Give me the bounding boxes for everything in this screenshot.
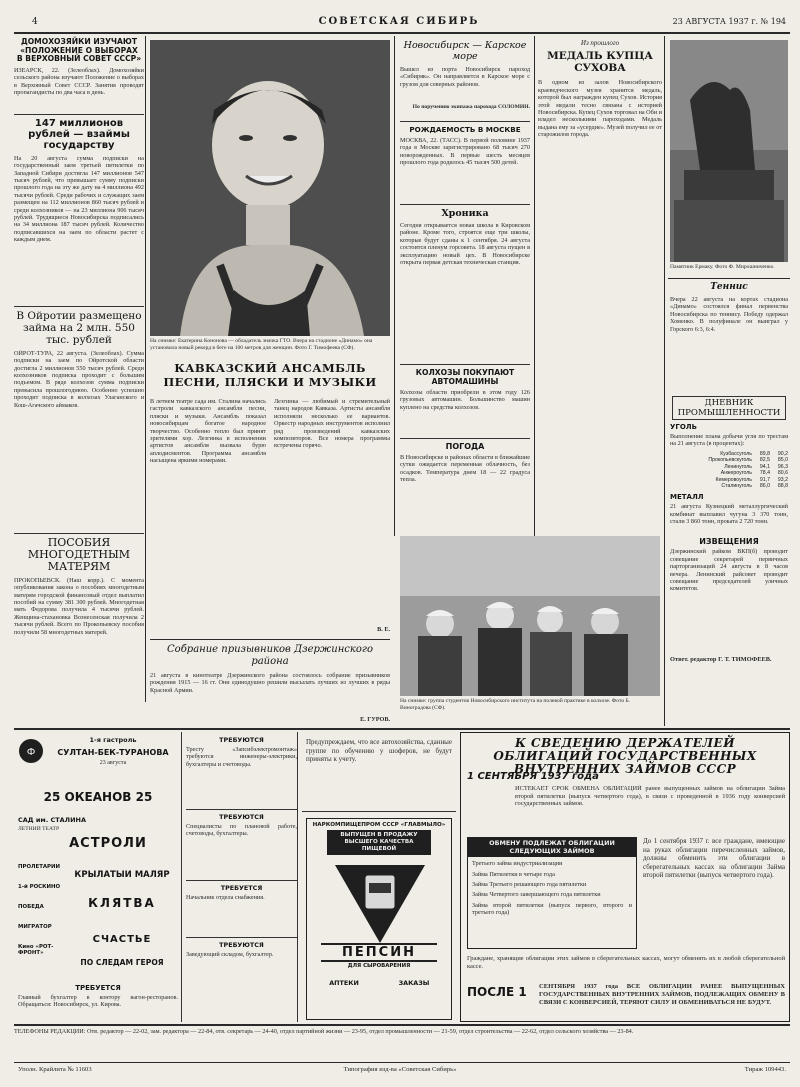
headline-dnevnik: ДНЕВНИК ПРОМЫШЛЕННОСТИ: [672, 396, 786, 420]
article-kavkaz-a: В летнем театре сада им. Сталина начались гастроли кавказского ансамбля песни, пляски и музыки. Ансамбль показал новосибирцам богатое народное творчество. Особенно тепло был принят зрителями хор. Лезгинка в исполнении артистов ансамбля вызвала бурю аплодисментов. Программа ансамбля насыщена яркими номерами.: [150, 398, 266, 465]
article-hronika: Сегодня открывается новая школа в Кировском районе. Кроме того, строятся еще три школы, которые будут сданы к 1 сентября. 24 августа состоится пленум горсовета. 18 августа пущен в эксплуатацию новый цех. В Новосибирске открыта первая детская техническая станция.: [400, 222, 530, 267]
classified-d-title: ТРЕБУЮТСЯ: [219, 941, 264, 949]
subheadline-ugol: УГОЛЬ: [670, 423, 697, 431]
monument-photo: [670, 40, 788, 262]
coal-cell-name: Сталинуголь: [721, 483, 752, 490]
coal-cell-name: Прокопьевскуголь: [708, 457, 752, 464]
kicker-iz-proshlogo: Из прошлого: [580, 39, 620, 47]
footer-left: Уполн. Крайлита № 11603: [18, 1066, 92, 1073]
monument-caption: Памятник Ермаку. Фото Ф. Мирошниченко.: [670, 264, 775, 270]
ad-date-1: 23 августа: [99, 760, 127, 766]
coal-table: [670, 451, 788, 489]
ad-classifieds: [186, 732, 298, 1022]
article-kavkaz-b: Лезгинка — любимый и стремительный танец народов Кавказа. Артисты ансамбля исполняли несколько ее вариантов. Оркестр народных инструментов исполнил ряд произведений кавказских композиторов. Все номера программы встречены горячо.: [274, 398, 390, 450]
article-izvescheniya: Дзержинский райком ВКП(б) проводит совещание секретарей первичных парторганизаций 24 августа в 8 часов вечера. Ленинский райсовет проводит совещание председателей уличных комитетов.: [670, 548, 788, 593]
column-5: [670, 280, 788, 728]
portrait-photo: [150, 40, 390, 336]
classified-a-title: ТРЕБУЮТСЯ: [219, 736, 264, 744]
classified-d-text: Заведующий складом, бухгалтер.: [186, 951, 274, 958]
article-karskoe: Вышел из порта Новосибирск пароход «Сибиряк». Он направляется в Карское море с грузом для северных районов.: [400, 66, 530, 88]
glavmylo-zakazy: ЗАКАЗЫ: [398, 979, 430, 987]
article-kolkhozy: Колхозы области приобрели в этом году 126 грузовых автомашин. Большинство машин куплено на средства колхозов.: [400, 389, 530, 411]
headline-hronika: Хроника: [441, 208, 489, 219]
coal-cell-b: 85,0: [777, 457, 788, 464]
ad-trebuetsya-text: Главный бухгалтер в контору вагон-ресторанов. Обращаться: Новосибирск, ул. Кирова.: [18, 994, 178, 1009]
monument-illustration: [670, 40, 788, 262]
ad-first-tour: 1-я гастроль: [89, 736, 137, 744]
ad-warning: [302, 732, 456, 812]
headline-posobia: ПОСОБИЯ МНОГОДЕТНЫМ МАТЕРЯМ: [27, 535, 131, 573]
coal-cell-b: 90,2: [777, 451, 788, 457]
ad-trebuetsya: ТРЕБУЕТСЯ: [75, 984, 121, 992]
headline-izvescheniya: ИЗВЕЩЕНИЯ: [699, 537, 759, 547]
article-pogoda: В Новосибирске и районах области в ближайшие сутки ожидается переменная облачность, без осадков. Температура днем 18 — 22 градуса тепла.: [400, 454, 530, 484]
coal-cell-name: Анжероуголь: [720, 470, 752, 477]
loan-item: Займа второй пятилетки (выпуск первого, второго и третьего года): [472, 901, 632, 917]
cinema-2: 1-й РОСКИНО: [18, 884, 61, 890]
headline-domohozyaiki: ДОМОХОЗЯЙКИ ИЗУЧАЮТ «ПОЛОЖЕНИЕ О ВЫБОРАХ В ВЕРХОВНЫЙ СОВЕТ СССР»: [16, 37, 142, 64]
coal-cell-b: 88,8: [777, 483, 788, 490]
coal-table-row: [670, 483, 788, 489]
sobranie-signature: Е. ГУРОВ.: [360, 716, 390, 723]
masthead-rule: [14, 32, 790, 34]
loan-item: Займа Пятилетки в четыре года: [472, 870, 555, 878]
coal-cell-a: 94,1: [759, 463, 770, 470]
bonds-notice: Граждане, хранящие облигации этих займов в сберегательных кассах, могут обменять их в любой сберегательной кассе.: [467, 955, 785, 970]
ad-letniy-teatr: ЛЕТНИЙ ТЕАТР: [18, 826, 60, 832]
bonds-date-block: [463, 771, 789, 833]
article-metall: 21 августа Кузнецкий металлургический комбинат выплавил чугуна 3 370 тонн, стали 3 860 тонн, проката 2 720 тонн.: [670, 503, 788, 526]
masthead: [14, 14, 790, 32]
date-issue: 23 АВГУСТА 1937 г. № 194: [672, 17, 786, 26]
headline-medal: МЕДАЛЬ КУПЦА СУХОВА: [547, 50, 653, 75]
coal-cell-a: 89,8: [759, 451, 770, 457]
ad-sad-stalina: САД им. СТАЛИНА: [18, 816, 86, 824]
article-147-million: На 20 августа сумма подписки на государственный заем третьей пятилетки по Западной Сибири достигла 147 миллионов 547 тысяч рублей, что превышает сумму подписки прошлого года на эту же дату на 4 миллиона 492 тысячи рублей. Среди рабочих и служащих заем размещен на 112 миллионов 860 тысяч рублей и среди колхозников — на 23 миллиона 906 тысяч рублей. Трудящиеся Новосибирска подписались на 34 миллиона 187 тысяч рублей. Количество подписавшихся на заем по области растет с каждым днем.: [14, 154, 144, 244]
article-tennis: Вчера 22 августа на кортах стадиона «Динамо» состоялся финал первенства Новосибирска по теннису. Победу одержал Хоменко. В полуфинале он выиграл у Горского 6:3, 6:4.: [670, 296, 788, 333]
cinema-1: ПРОЛЕТАРИЙ: [18, 864, 61, 870]
bonds-right-text: До 1 сентября 1937 г. все граждане, имеющие на руках облигации перечисленных займов, должны обменить эти облигации в сберегательных кассах на облигации Займа второй пятилетки (выпуск четвертого года).: [643, 837, 785, 880]
cinema-list: [18, 864, 62, 974]
loan-item: Третьего займа индустриализации: [472, 860, 563, 868]
bonds-header: К СВЕДЕНИЮ ДЕРЖАТЕЛЕЙ ОБЛИГАЦИЙ ГОСУДАРСТВЕННЫХ ВНУТРЕННИХ ЗАЙМОВ СССР: [493, 736, 757, 776]
column-4: [538, 36, 662, 536]
coal-cell-name: Кузбассуголь: [720, 451, 752, 457]
headline-metall: МЕТАЛЛ: [670, 493, 704, 502]
glavmylo-title: НАРКОМПИЩЕПРОМ СССР «ГЛАВМЫЛО»: [312, 822, 446, 828]
ad-theatre: [14, 732, 182, 1022]
pepsin-package-icon: [335, 865, 425, 945]
bonds-date: 1 СЕНТЯБРЯ 1937 года: [467, 771, 599, 782]
bonds-after-label: ПОСЛЕ 1: [467, 985, 527, 999]
article-sobranie: 21 августа в кинотеатре Дзержинского района состоялось собрание призывников рождения 1915 — 16 гг. Они единодушно решили высылать лучших из лучших в ряды Красной Армии.: [150, 672, 390, 694]
coal-cell-b: 93,2: [777, 476, 788, 483]
karskoe-signature: По поручению экипажа парохода СОЛОМИН.: [412, 104, 530, 110]
headline-pogoda: ПОГОДА: [445, 442, 485, 451]
article-ugol: Выполнение плана добычи угля по трестам на 21 августа (в процентах):: [670, 433, 788, 448]
coal-cell-b: 80,6: [777, 470, 788, 477]
students-photo: [400, 536, 660, 696]
ad-klyatva: КЛЯТВА: [88, 896, 156, 910]
headline-oirotia: В Ойротии размещено займа на 2 млн. 550 тыс. рублей: [16, 309, 142, 346]
ads-rule: [14, 728, 790, 730]
classified-c-title: ТРЕБУЕТСЯ: [220, 884, 263, 892]
bonds-loan-list: [468, 857, 636, 919]
bonds-loans-box: [467, 837, 637, 949]
ad-bonds: [460, 732, 790, 1022]
coal-cell-b: 96,3: [777, 463, 788, 470]
editor-credit: Ответ. редактор Г. Т. ТИМОФЕЕВ.: [670, 656, 772, 664]
warning-text: Предупреждаем, что все автохозяйства, сданные группе по обучению у шоферов, не будут приняты к учету.: [306, 738, 452, 764]
pepsin-sub: ДЛЯ СЫРОВАРЕНИЯ: [347, 963, 411, 969]
headline-kavkaz: КАВКАЗСКИЙ АНСАМБЛЬ ПЕСНИ, ПЛЯСКИ И МУЗЫКИ: [163, 362, 377, 389]
ad-glavmylo: [306, 818, 452, 1020]
column-1: [14, 36, 144, 702]
ad-astroli: АСТРОЛИ: [69, 836, 147, 851]
coal-cell-a: 86,0: [759, 483, 770, 490]
cinema-3: ПОБЕДА: [18, 904, 44, 910]
paper-name: СОВЕТСКАЯ СИБИРЬ: [318, 16, 480, 27]
coal-cell-a: 91,7: [759, 476, 770, 483]
cinema-4: МИГРАТОР: [18, 924, 52, 930]
coal-cell-a: 82,5: [759, 457, 770, 464]
loan-item: Займа Третьего решающего года пятилетки: [472, 881, 587, 888]
headline-147-million: 147 миллионов рублей — взаймы государству: [28, 117, 130, 151]
page-number: 4: [32, 17, 38, 27]
ad-krylatiy-malyar: КРЫЛАТЫЙ МАЛЯР: [74, 870, 170, 880]
headline-kolkhozy: КОЛХОЗЫ ПОКУПАЮТ АВТОМАШИНЫ: [415, 368, 515, 386]
column-3-lower: [400, 364, 530, 532]
coal-cell-name: Ленинуголь: [724, 463, 752, 470]
article-domohozyaiki: ИЗЕАРСК, 22. (Зелеоблах). Домохозяйки сельского района изучают Положение о выборах в Верховный Совет СССР. Занятия проводят пропагандисты по два часа в день.: [14, 66, 144, 96]
headline-karskoe: Новосибирск — Карское море: [403, 40, 527, 62]
cinema-5: Кино «РОТ-ФРОНТ»: [18, 944, 54, 956]
bonds-loans-title: ОБМЕНУ ПОДЛЕЖАТ ОБЛИГАЦИИ СЛЕДУЮЩИХ ЗАЙМОВ: [468, 838, 636, 857]
ad-sultan-bek: СУЛТАН-БЕК-ТУРАНОВА: [57, 748, 169, 757]
svg-text:Ф: Ф: [26, 747, 36, 758]
theatre-emblem-icon: [18, 738, 44, 764]
portrait-caption: На снимке: Екатерина Кононова — обладатель значка ГТО. Вчера на стадионе «Динамо» она установила новый рекорд в беге на 100 метров для женщин. Фото Г. Тимофеева (СФ).: [150, 338, 373, 351]
article-medal: В одном из залов Новосибирского краеведческого музея хранится медаль, которой был награжден купец Сухов. История этой медали тесно связана с историей Новосибирска. Купец Сухов торговал на Оби и владел несколькими пароходами. Медаль выдана ему за «усердие». Музей получил ее от старожилов города.: [538, 79, 662, 139]
students-illustration: [400, 536, 660, 696]
headline-tennis: Теннис: [710, 282, 748, 292]
headline-rozhdaemost: РОЖДАЕМОСТЬ В МОСКВЕ: [409, 125, 521, 134]
bonds-lead: ИСТЕКАЕТ СРОК ОБМЕНА ОБЛИГАЦИЙ ранее выпущенных займов на облигации Займа второй пятилетки (выпуск четвертого года), в связи с проведенной в 1936 году конверсией государственных займов.: [515, 785, 785, 808]
students-caption: На снимке: группа студентов Новосибирского института на полевой практике в колхозе. Фото Б. Виноградова (СФ).: [400, 698, 631, 711]
kavkaz-signature: В. Е.: [377, 626, 390, 633]
pepsin-label: ПЕПСИН: [321, 943, 437, 962]
classified-b-title: ТРЕБУЮТСЯ: [219, 813, 264, 821]
glavmylo-slogan: ВЫПУЩЕН В ПРОДАЖУ ВЫСШЕГО КАЧЕСТВА ПИЩЕВОЙ: [327, 830, 431, 855]
headline-sobranie: Собрание призывников Дзержинского района: [167, 644, 373, 667]
classified-b-text: Специалисты по плановой работе, счетоводы, бухгалтеры.: [186, 823, 297, 838]
classified-c-text: Начальник отдела снабжения.: [186, 894, 265, 901]
footer-phones: ТЕЛЕФОНЫ РЕДАКЦИИ: Отв. редактор — 22-02, зам. редактора — 22-84, отв. секретарь — 24-40, отдел партийной жизни — 23-95, отдел промышленности — 21-59, отдел строительства — 22-62, отдел сельского хозяйства — 23-84.: [14, 1028, 634, 1035]
coal-cell-a: 78,4: [759, 470, 770, 477]
article-oirotia: ОЙРОТ-ТУРА, 22 августа. (Зелеоблах). Сумма подписки на заем по Ойротской области достигла 2 миллионов 550 тысяч рублей. Среди колхозников подписка проходит с большим подъемом. В ряде колхозов сумма подписки превысила прошлогоднюю. Особенно успешно проходит подписка в колхозах Улаганского и Кош-Агачского аймаков.: [14, 349, 144, 409]
coal-cell-name: Кемеровоуголь: [715, 476, 752, 483]
article-rozhdaemost: МОСКВА, 22. (ТАСС). В первой половине 1937 года в Москве зарегистрировано 68 тысяч 270 новорожденных. В первые шесть месяцев прошлого года родилось 45 тысяч 500 детей.: [400, 137, 530, 167]
glavmylo-apteki: АПТЕКИ: [329, 979, 359, 987]
footer-middle: Типография изд-ва «Советская Сибирь»: [343, 1066, 457, 1073]
classified-a-text: Тресту «Запсибэлектромонтаж» требуются инженеры-электрики, бухгалтеры и счетоводы.: [186, 746, 297, 768]
ad-25-oceans: 25 ОКЕАНОВ 25: [43, 790, 153, 804]
loan-item: Займа Четвертого завершающего года пятилетки: [472, 891, 601, 899]
ad-po-sledam: ПО СЛЕДАМ ГЕРОЯ: [80, 958, 164, 967]
bonds-after-text: СЕНТЯБРЯ 1937 года ВСЕ ОБЛИГАЦИИ РАНЕЕ ВЫПУЩЕННЫХ ГОСУДАРСТВЕННЫХ ВНУТРЕННИХ ЗАЙМОВ, ПОДЛЕЖАЩИХ ОБМЕНУ В СВЯЗИ С КОНВЕРСИЕЙ, ТЕРЯЮТ СИЛУ И ОБМЕНИВАТЬСЯ НЕ БУДУТ.: [539, 983, 785, 1006]
article-posobia: ПРОКОПЬЕВСК. (Наш корр.). С момента опубликования закона о пособиях многодетным матерям городской финансовый отдел выплатил пособий на сумму 381 300 рублей. Многодетная мать Федорова получила 4 тысячи рублей. Женщина-стахановка Вознесенская получила 2 тысячи рублей. Всего по Прокопьевску пособия получили 58 многодетных матерей.: [14, 576, 144, 636]
portrait-illustration: [150, 40, 390, 336]
ad-schastye: СЧАСТЬЕ: [92, 934, 152, 945]
footer-right: Тираж 109443.: [744, 1066, 786, 1073]
